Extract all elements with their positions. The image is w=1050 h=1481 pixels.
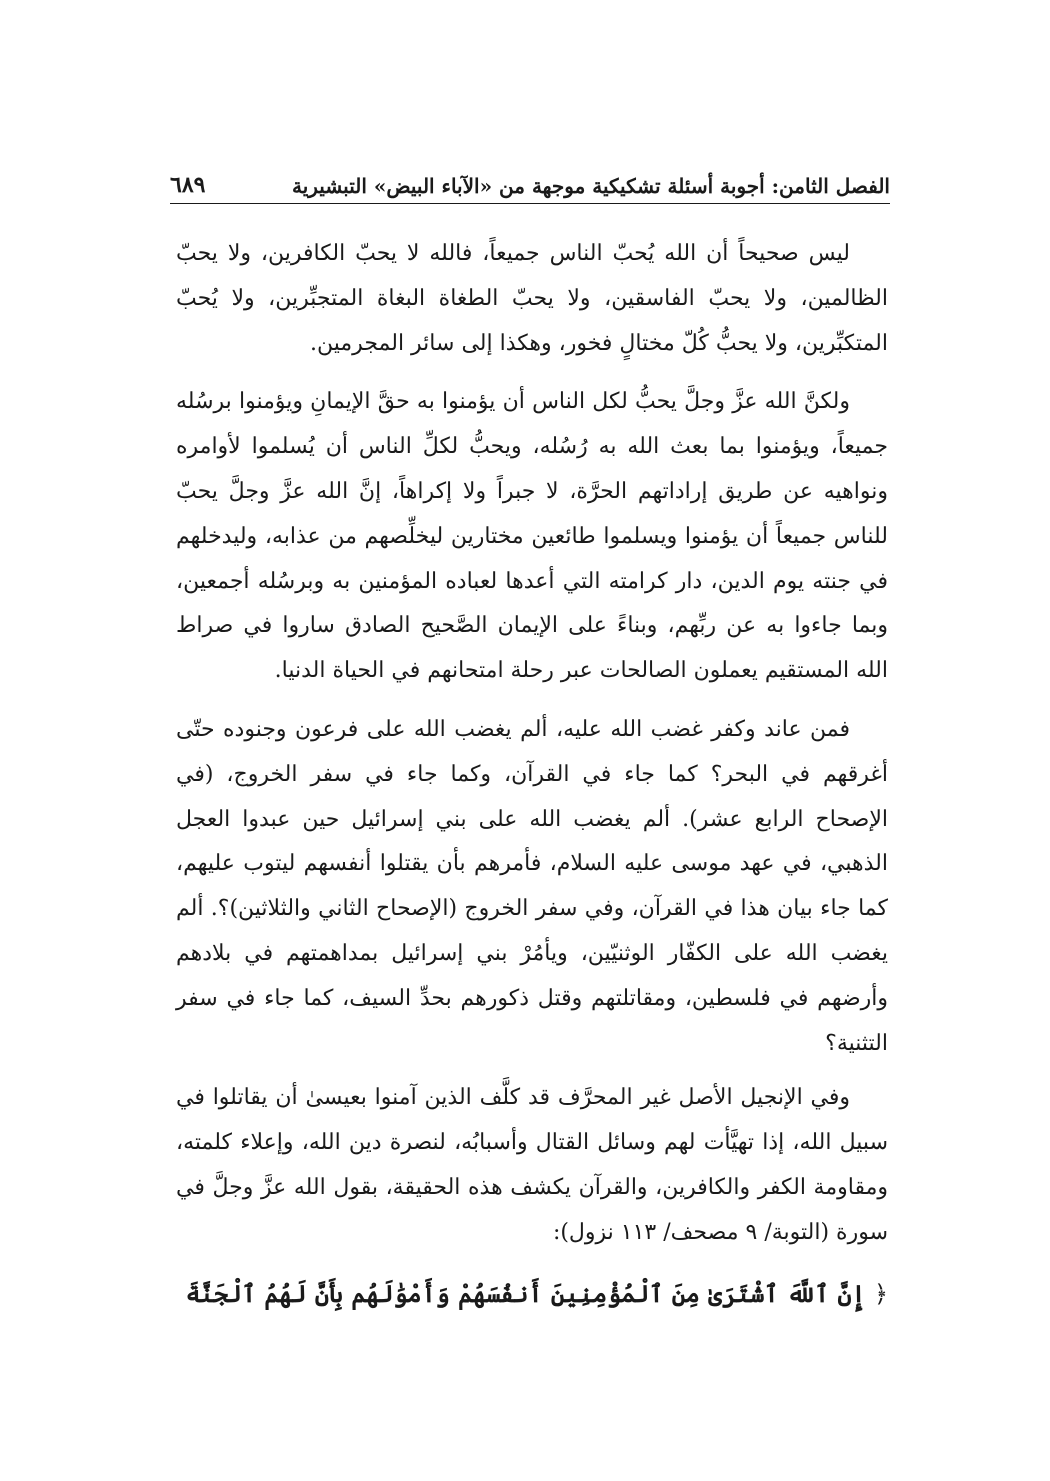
verse-open-ornament: ﴿: [873, 1279, 888, 1308]
running-title: الفصل الثامن: أجوبة أسئلة تشكيكية موجهة من «الآباء البيض» التبشيرية: [291, 174, 890, 198]
page-header: [170, 160, 890, 198]
paragraph-4: وفي الإنجيل الأصل غير المحرَّف قد كلَّف الذين آمنوا بعيسىٰ أن يقاتلوا في سبيل الله، إذا تهيَّأت لهم وسائل القتال وأسبابُه، لنصرة دين الله، وإعلاء كلمته، ومقاومة الكفر والكافرين، والقرآن يكشف هذه الحقيقة، بقول الله عزَّ وجلَّ في سورة (التوبة/ ٩ مصحف/ ١١٣ نزول):: [176, 1085, 888, 1245]
paragraph-3: فمن عاند وكفر غضب الله عليه، ألم يغضب الله على فرعون وجنوده حتّى أغرقهم في البحر؟ كما جاء في القرآن، وكما جاء في سفر الخروج، (في الإصحاح الرابع عشر). ألم يغضب الله على بني إسرائيل حين عبدوا العجل الذهبي، في عهد موسى عليه السلام، فأمرهم بأن يقتلوا أنفسهم ليتوب عليهم، كما جاء بيان هذا في القرآن، وفي سفر الخروج (الإصحاح الثاني والثلاثين)؟. ألم يغضب الله على الكفّار الوثنيّين، ويأمُرْ بني إسرائيل بمداهمتهم في بلادهم وأرضهم في فلسطين، ومقاتلتهم وقتل ذكورهم بحدِّ السيف، كما جاء في سفر التثنية؟: [176, 716, 889, 1056]
paragraph-1: ليس صحيحاً أن الله يُحبّ الناس جميعاً، فالله لا يحبّ الكافرين، ولا يحبّ الظالمين، ولا يحبّ الفاسقين، ولا يحبّ الطغاة البغاة المتجبِّرين، ولا يُحبّ المتكبِّرين، ولا يحبُّ كُلّ مختالٍ فخور، وهكذا إلى سائر المجرمين.: [176, 241, 888, 356]
body-text: [176, 232, 888, 1318]
paragraph-2: ولكنَّ الله عزَّ وجلَّ يحبُّ لكل الناس أن يؤمنوا به حقَّ الإيمانِ ويؤمنوا برسُله جميعاً، ويؤمنوا بما بعث الله به رُسُله، ويحبُّ لكلِّ الناس أن يُسلموا لأوامره ونواهيه عن طريق إراداتهم الحرَّة، لا جبراً ولا إكراهاً، إنَّ الله عزَّ وجلَّ يحبّ للناس جميعاً أن يؤمنوا ويسلموا طائعين مختارين ليخلِّصهم من عذابه، وليدخلهم في جنته يوم الدين، دار كرامته التي أعدها لعباده المؤمنين به وبرسُله أجمعين، وبما جاءوا به عن ربِّهم، وبناءً على الإيمان الصَّحيح الصادق ساروا في صراط الله المستقيم يعملون الصالحات عبر رحلة امتحانهم في الحياة الدنيا.: [176, 389, 888, 684]
page-number: ٦٨٩: [170, 172, 206, 198]
quran-verse: [176, 1270, 888, 1318]
header-rule: [170, 203, 890, 204]
verse-text: إِنَّ ٱللَّهَ ٱشْتَرَىٰ مِنَ ٱلْمُؤْمِنِينَ أَنفُسَهُمْ وَأَمْوَٰلَهُم بِأَنَّ لَهُمُ ٱلْجَنَّةَ: [185, 1278, 866, 1308]
